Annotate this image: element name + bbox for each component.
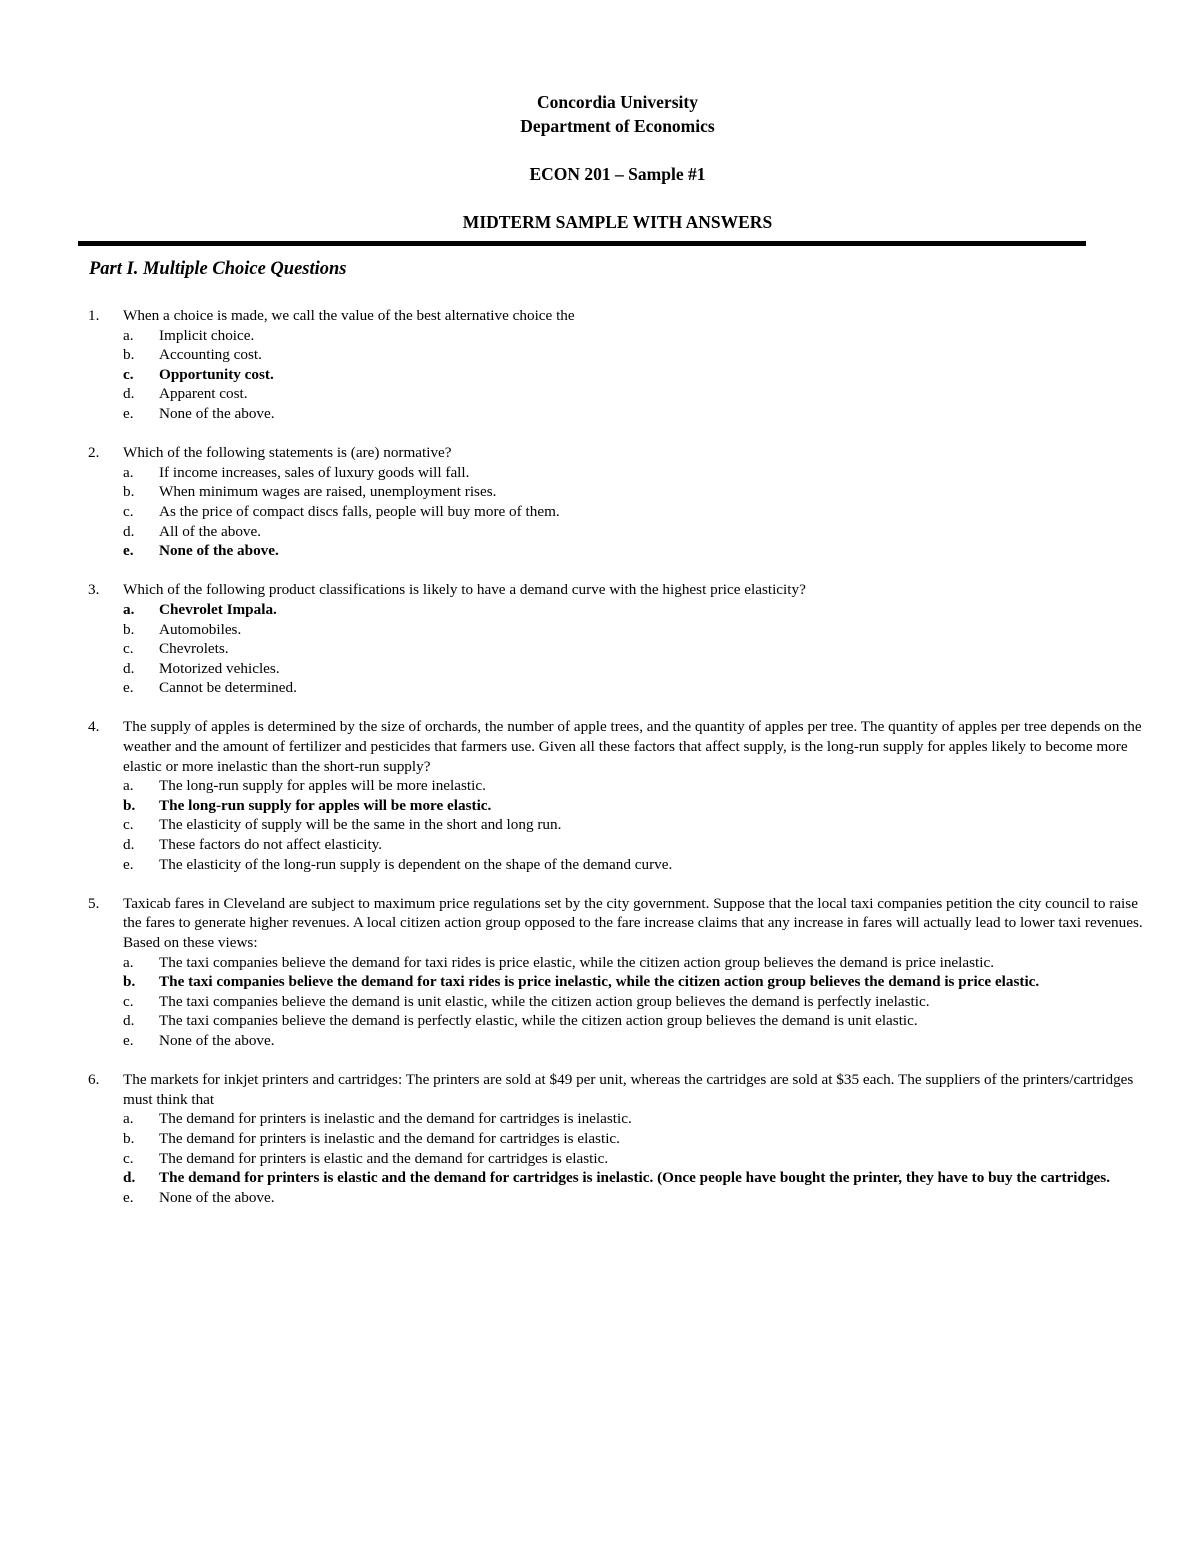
correct-answer-option	[88, 796, 1148, 816]
option-letter: e.	[123, 1031, 134, 1049]
option-text: Chevrolet Impala.	[159, 600, 277, 618]
option-letter: c.	[123, 1149, 134, 1167]
question-text: Taxicab fares in Cleveland are subject to maximum price regulations set by the city government. Suppose that the local taxi companies petition the city council to raise the fares to generate higher revenues. A local citizen action group opposed to the fare increase claims that any increase in fares will actually lead to lower taxi revenues. Based on these views:	[123, 894, 1143, 951]
option-text: The taxi companies believe the demand for taxi rides is price inelastic, while the citizen action group believes the demand is price elastic.	[159, 973, 1040, 991]
option-letter: d.	[123, 659, 135, 677]
answer-option	[88, 1109, 1148, 1129]
option-text: The taxi companies believe the demand is unit elastic, while the citizen action group believes the demand is perfectly inelastic.	[159, 992, 930, 1010]
question-number: 1.	[88, 307, 100, 324]
answer-option	[88, 659, 1148, 679]
option-text: Opportunity cost.	[159, 365, 274, 383]
option-letter: a.	[123, 953, 134, 971]
answer-option	[88, 678, 1148, 698]
option-text: The elasticity of the long-run supply is dependent on the shape of the demand curve.	[159, 855, 673, 873]
correct-answer-option	[88, 972, 1148, 992]
option-text: None of the above.	[159, 542, 279, 560]
option-text: The demand for printers is elastic and the demand for cartridges is elastic.	[159, 1149, 609, 1167]
option-text: The taxi companies believe the demand is perfectly elastic, while the citizen action group believes the demand is unit elastic.	[159, 1012, 918, 1030]
option-text: The taxi companies believe the demand for taxi rides is price elastic, while the citizen action group believes the demand is price inelastic.	[159, 953, 995, 971]
option-letter: e.	[123, 679, 134, 697]
question-number: 5.	[88, 894, 100, 912]
question-number: 6.	[88, 1071, 100, 1089]
answer-option	[88, 855, 1148, 875]
answer-option	[88, 404, 1148, 424]
option-text: When minimum wages are raised, unemployment rises.	[159, 483, 497, 501]
option-text: The long-run supply for apples will be more elastic.	[159, 796, 492, 814]
question-text: Which of the following product classifications is likely to have a demand curve with the highest price elasticity?	[123, 581, 806, 599]
answer-option	[88, 953, 1148, 973]
answer-option	[88, 620, 1148, 640]
answer-option	[88, 815, 1148, 835]
document-header	[0, 90, 1200, 234]
question-4	[88, 717, 1148, 874]
answer-option	[88, 482, 1148, 502]
option-letter: b.	[123, 483, 135, 501]
option-text: The long-run supply for apples will be more inelastic.	[159, 777, 486, 795]
option-letter: c.	[123, 816, 134, 834]
question-1	[88, 306, 1148, 424]
option-text: If income increases, sales of luxury goods will fall.	[159, 463, 470, 481]
option-text: As the price of compact discs falls, people will buy more of them.	[159, 502, 560, 520]
option-text: The demand for printers is inelastic and the demand for cartridges is inelastic.	[159, 1110, 632, 1128]
answer-option	[88, 835, 1148, 855]
question-3	[88, 580, 1148, 698]
option-letter: a.	[123, 1110, 134, 1128]
answer-option	[88, 992, 1148, 1012]
option-letter: a.	[123, 463, 134, 481]
option-letter: d.	[123, 836, 135, 854]
answer-option	[88, 345, 1148, 365]
option-letter: b.	[123, 796, 136, 814]
answer-option	[88, 522, 1148, 542]
question-number: 2.	[88, 444, 100, 462]
question-number: 4.	[88, 718, 100, 736]
option-letter: d.	[123, 385, 135, 403]
question-2	[88, 443, 1148, 561]
answer-option	[88, 1031, 1148, 1051]
option-letter: c.	[123, 640, 134, 658]
course-code: ECON 201 – Sample #1	[529, 164, 706, 184]
option-text: Cannot be determined.	[159, 679, 297, 697]
option-text: Implicit choice.	[159, 326, 255, 344]
document-title: MIDTERM SAMPLE WITH ANSWERS	[462, 212, 773, 232]
option-letter: e.	[123, 855, 134, 873]
correct-answer-option	[88, 1168, 1148, 1188]
option-text: Automobiles.	[159, 620, 242, 638]
option-text: Chevrolets.	[159, 640, 229, 658]
option-text: None of the above.	[159, 1188, 275, 1206]
option-text: All of the above.	[159, 522, 262, 540]
option-letter: a.	[123, 326, 134, 344]
option-text: Accounting cost.	[159, 346, 262, 364]
option-letter: e.	[123, 542, 134, 560]
part-title: Part I. Multiple Choice Questions	[89, 259, 347, 279]
option-letter: b.	[123, 973, 136, 991]
question-5	[88, 894, 1148, 1051]
option-text: The demand for printers is elastic and the demand for cartridges is inelastic. (Once people have bought the printer, they have to buy the cartridges.	[159, 1169, 1111, 1187]
question-text: The supply of apples is determined by the size of orchards, the number of apple trees, and the quantity of apples per tree. The quantity of apples per tree depends on the weather and the amount of fertilizer and pesticides that farmers use. Given all these factors that affect supply, is the long-run supply for apples likely to become more elastic or more inelastic than the short-run supply?	[123, 718, 1142, 775]
answer-option	[88, 1149, 1148, 1169]
header-divider	[78, 241, 1086, 246]
question-text: When a choice is made, we call the value of the best alternative choice the	[123, 307, 575, 324]
answer-option	[88, 776, 1148, 796]
option-letter: a.	[123, 600, 135, 618]
answer-option	[88, 1188, 1148, 1208]
university-name: Concordia University	[537, 92, 698, 112]
answer-option	[88, 1011, 1148, 1031]
option-letter: d.	[123, 522, 135, 540]
question-number: 3.	[88, 581, 100, 599]
option-text: None of the above.	[159, 404, 275, 422]
option-letter: d.	[123, 1012, 135, 1030]
option-text: These factors do not affect elasticity.	[159, 836, 383, 854]
option-letter: d.	[123, 1169, 136, 1187]
correct-answer-option	[88, 541, 1148, 561]
option-letter: e.	[123, 404, 134, 422]
option-letter: b.	[123, 620, 135, 638]
correct-answer-option	[88, 365, 1148, 385]
answer-option	[88, 639, 1148, 659]
correct-answer-option	[88, 600, 1148, 620]
option-letter: c.	[123, 502, 134, 520]
option-text: The demand for printers is inelastic and the demand for cartridges is elastic.	[159, 1129, 620, 1147]
option-text: None of the above.	[159, 1031, 275, 1049]
question-list	[88, 306, 1148, 1227]
answer-option	[88, 1129, 1148, 1149]
option-letter: b.	[123, 346, 135, 364]
question-text: Which of the following statements is (are) normative?	[123, 444, 452, 462]
option-letter: a.	[123, 777, 134, 795]
question-text: The markets for inkjet printers and cartridges: The printers are sold at $49 per unit, whereas the cartridges are sold at $35 each. The suppliers of the printers/cartridges must think that	[123, 1071, 1134, 1108]
option-letter: b.	[123, 1129, 135, 1147]
answer-option	[88, 384, 1148, 404]
option-letter: c.	[123, 992, 134, 1010]
option-text: Apparent cost.	[159, 385, 248, 403]
question-6	[88, 1070, 1148, 1207]
answer-option	[88, 326, 1148, 346]
answer-option	[88, 463, 1148, 483]
option-letter: e.	[123, 1188, 134, 1206]
option-text: Motorized vehicles.	[159, 659, 280, 677]
department-name: Department of Economics	[520, 116, 715, 136]
option-text: The elasticity of supply will be the same in the short and long run.	[159, 816, 562, 834]
answer-option	[88, 502, 1148, 522]
option-letter: c.	[123, 365, 134, 383]
